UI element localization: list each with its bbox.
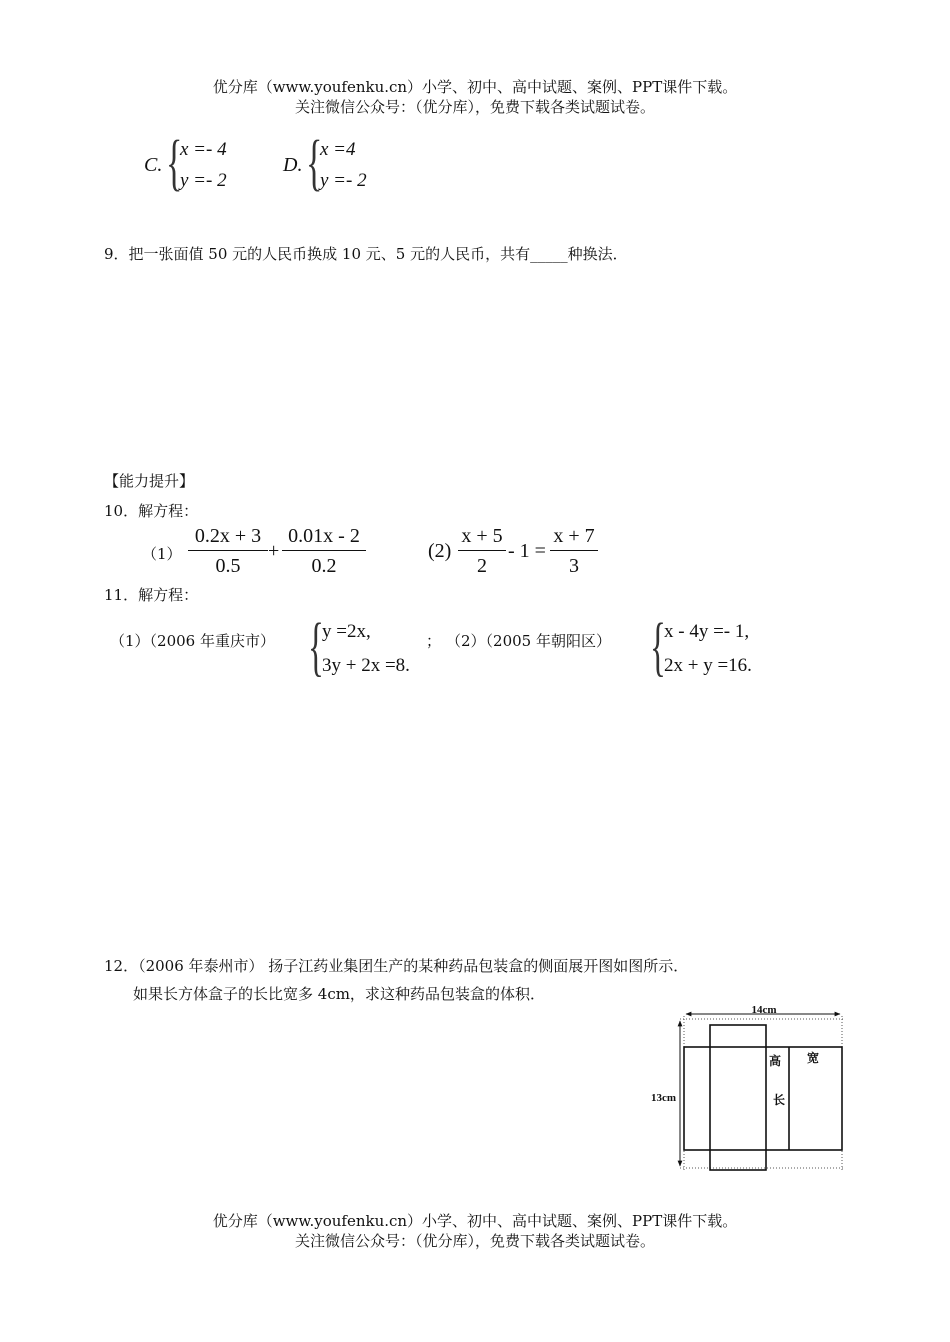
question-11-title: 11．解方程：: [104, 586, 199, 604]
q11-part1-eq1: y =2x,: [322, 621, 371, 642]
q10-part1-label: （1）: [142, 545, 182, 563]
q10-part1-plus: +: [268, 540, 280, 562]
label-chang: 长: [772, 1093, 786, 1107]
q10-part2-label: (2): [428, 540, 452, 562]
width-label: 14cm: [751, 1005, 777, 1016]
question-12-line1: 12．（2006 年泰州市） 扬子江药业集团生产的某种药品包装盒的侧面展开图如图所示．: [104, 957, 689, 975]
option-d-label: D.: [283, 154, 303, 176]
q11-part2-eq1: x - 4y =- 1,: [664, 621, 750, 642]
q8-options: [140, 129, 400, 200]
q10-part2-fraction2: [550, 525, 598, 578]
box-net-figure: [640, 1005, 850, 1177]
section-title: 【能力提升】: [104, 472, 195, 490]
height-label: 13cm: [650, 1092, 676, 1104]
header-line-2: 关注微信公众号：（优分库），免费下载各类试题试卷。: [294, 98, 655, 116]
option-d-line1: x =4: [320, 139, 356, 160]
q10-part2-middle: - 1 =: [508, 540, 546, 562]
option-c-line1: x =- 4: [180, 139, 227, 160]
fraction-denominator: 0.2: [311, 555, 337, 577]
option-c-brace: {: [166, 129, 183, 197]
q11-part1-brace: {: [308, 610, 324, 683]
fraction-numerator: 0.01x - 2: [282, 525, 366, 551]
label-kuan: 宽: [806, 1051, 820, 1065]
q11-part2-label: （2）（2005 年朝阳区）: [446, 632, 611, 650]
q11-part2-eq2: 2x + y =16.: [664, 655, 752, 676]
option-d-brace: {: [306, 129, 323, 197]
fraction-denominator: 3: [569, 555, 579, 577]
fraction-denominator: 0.5: [215, 555, 241, 577]
label-gao: 高: [768, 1054, 782, 1068]
question-10-title: 10．解方程：: [104, 502, 199, 520]
footer-line-1: 优分库（www.youfenku.cn）小学、初中、高中试题、案例、PPT课件下载。: [212, 1212, 738, 1230]
option-c-label: C.: [144, 154, 163, 176]
q11-part1-eq2: 3y + 2x =8.: [322, 655, 410, 676]
option-d-line2: y =- 2: [320, 170, 367, 191]
option-c-line2: y =- 2: [180, 170, 227, 191]
q11-part2-brace: {: [650, 610, 666, 683]
footer-line-2: 关注微信公众号：（优分库），免费下载各类试题试卷。: [294, 1232, 655, 1250]
q10-part1-fraction1: [188, 525, 268, 578]
header-line-1: 优分库（www.youfenku.cn）小学、初中、高中试题、案例、PPT课件下载。: [212, 78, 738, 96]
fraction-numerator: 0.2x + 3: [188, 525, 268, 551]
question-9: 9．把一张面值 50 元的人民币换成 10 元、5 元的人民币，共有_____种换法．: [104, 245, 628, 263]
q11-part1-label: （1）（2006 年重庆市）: [110, 632, 275, 650]
q11-separator: ；: [426, 632, 442, 650]
question-12-line2: 如果长方体盒子的长比宽多 4cm，求这种药品包装盒的体积．: [133, 985, 545, 1003]
fraction-numerator: x + 7: [550, 525, 598, 551]
fraction-numerator: x + 5: [458, 525, 506, 551]
fraction-denominator: 2: [477, 555, 487, 577]
q10-part1-fraction2: [282, 525, 366, 578]
q10-part2-fraction1: [458, 525, 506, 578]
